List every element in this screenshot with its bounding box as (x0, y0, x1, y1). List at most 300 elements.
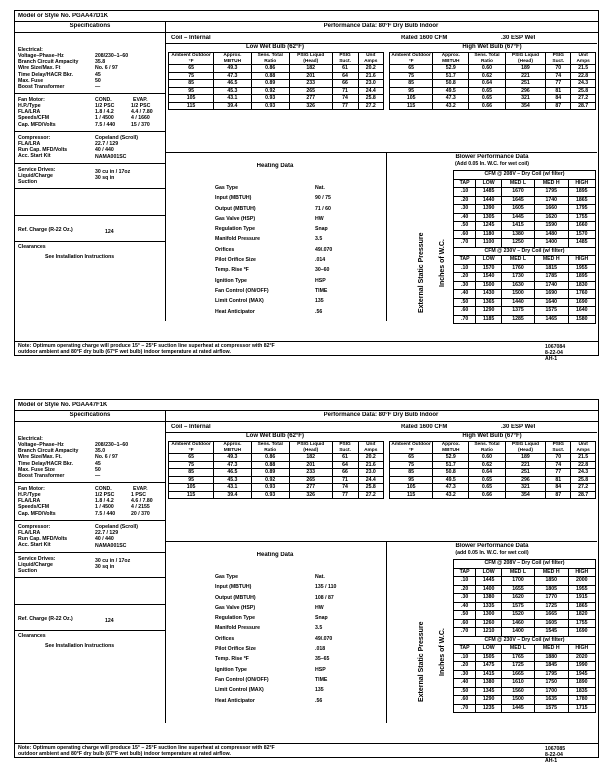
perf-low-col-header: Ambient Outdoor °F (169, 442, 214, 454)
table-cell: 43.1 (214, 484, 251, 492)
table-cell: 1665 (502, 670, 535, 679)
specifications-title: Specifications (69, 23, 111, 29)
perf-low-col-header: PSIG Suct. (332, 442, 358, 454)
model-number: PGAA47D1K (72, 13, 109, 19)
table-row (454, 196, 596, 205)
table-cell: 46.5 (214, 469, 251, 477)
fan-motor-title: Fan Motor: (18, 486, 45, 492)
table-row (454, 315, 596, 324)
table-cell: 1795 (534, 188, 568, 197)
table-cell: 251 (505, 469, 546, 477)
table-cell: 354 (505, 102, 546, 110)
table-cell: 50.8 (433, 469, 469, 477)
table-cell: .70 (454, 315, 476, 324)
table-cell: 354 (505, 491, 546, 499)
table-cell: 43.1 (214, 95, 251, 103)
table-cell: 70 (546, 65, 571, 73)
table-cell: .60 (454, 307, 476, 316)
table-cell: 105 (169, 95, 214, 103)
table-cell: 326 (289, 491, 332, 499)
table-cell: .70 (454, 628, 476, 637)
electrical-title: Electrical: (18, 47, 43, 53)
table-row (390, 80, 596, 88)
table-cell: .40 (454, 602, 476, 611)
blower-col-header: MED H (534, 568, 568, 577)
low-wet-bulb-title: Low Wet Bulb (62°F) (246, 433, 304, 439)
table-cell: 61 (332, 65, 358, 73)
blower-col-header: LOW (476, 179, 502, 188)
table-cell: 1345 (476, 687, 502, 696)
table-cell: 0.64 (469, 469, 505, 477)
table-cell: 21.6 (358, 72, 384, 80)
table-cell: 70 (546, 454, 571, 462)
table-cell: 77 (332, 491, 358, 499)
perf-high-col-header: Sens. Total Ratio (469, 53, 505, 65)
table-cell: 1770 (534, 594, 568, 603)
table-cell: 1620 (502, 594, 535, 603)
table-cell: 27.2 (571, 484, 596, 492)
blower-col-header: MED H (534, 256, 568, 265)
clearances-label: Clearances (18, 244, 46, 250)
table-cell: 43.2 (433, 102, 469, 110)
table-cell: 0.60 (469, 65, 505, 73)
table-cell: 1290 (476, 696, 502, 705)
blower-subtitle: (Add 0.05 In. W.C. for wet coil) (454, 161, 530, 167)
table-cell: 66 (332, 469, 358, 477)
table-cell: 1755 (568, 619, 595, 628)
table-row (169, 72, 384, 80)
table-cell: 0.92 (251, 476, 289, 484)
table-cell: 23.0 (358, 469, 384, 477)
blower-title: Blower Performance Data (455, 154, 529, 160)
table-cell: 81 (546, 87, 571, 95)
table-cell: 233 (289, 469, 332, 477)
perf-high-col-header: Ambient Outdoor °F (391, 53, 431, 64)
table-cell: 0.65 (469, 95, 505, 103)
table-row (169, 454, 384, 462)
table-row (390, 95, 596, 103)
table-cell: 1235 (476, 704, 502, 713)
table-cell: 1540 (476, 273, 502, 282)
table-cell: 24.3 (571, 469, 596, 477)
table-cell: 27.2 (358, 491, 384, 499)
table-cell: 1605 (502, 205, 535, 214)
perf-high-col-header: PSIG Suct. (546, 442, 571, 454)
table-row (390, 461, 596, 469)
table-cell: 52.9 (433, 454, 469, 462)
service-values: 30 cu in / 17oz 30 sq in (95, 558, 131, 571)
fan-cond-values: 1/2 PSC 1.8 / 4.2 1 / 4500 7.5 / 440 (95, 103, 116, 128)
table-row (454, 230, 596, 239)
table-cell: 74 (546, 72, 571, 80)
low-wet-bulb-title: Low Wet Bulb (62°F) (246, 44, 304, 50)
table-cell: 47.3 (433, 484, 469, 492)
table-row (390, 491, 596, 499)
table-cell: 221 (505, 461, 546, 469)
table-cell: 49.5 (433, 87, 469, 95)
table-row (169, 102, 384, 110)
table-cell: 22.8 (571, 72, 596, 80)
table-cell: 115 (169, 102, 214, 110)
compressor-values: Copeland (Scroll) 22.7 / 129 40 / 440 NAMA001SC (95, 524, 138, 549)
table-cell: 1390 (476, 205, 502, 214)
ref-charge-label: Ref. Charge (R-22 Oz.) (18, 227, 73, 233)
electrical-values: 208/230–1–60 35.8 No. 6 / 97 45 50 — (95, 53, 129, 91)
table-cell: 1785 (534, 273, 568, 282)
table-cell: 1700 (502, 577, 535, 586)
table-cell: 85 (390, 469, 433, 477)
table-cell: 20.2 (358, 65, 384, 73)
coil-type: Coil – Internal (171, 35, 211, 41)
table-cell: 0.89 (251, 469, 289, 477)
perf-high-col-header: Approx. MBTUH (433, 53, 469, 65)
table-cell: 1485 (476, 188, 502, 197)
table-cell: 0.92 (251, 87, 289, 95)
perf-high-col-header: Unit Amps (571, 442, 596, 454)
blower-col-header: TAP (454, 645, 476, 654)
table-cell: 1990 (568, 662, 595, 671)
table-cell: 1610 (502, 679, 535, 688)
table-cell: 105 (390, 95, 433, 103)
table-cell: 1765 (502, 653, 535, 662)
perf-low-col-header: Sens. Total Ratio (251, 442, 289, 454)
table-row (169, 491, 384, 499)
rated-cfm: Rated 1600 CFM (401, 35, 448, 41)
table-cell: .70 (454, 239, 476, 248)
blower-col-header: HIGH (568, 568, 595, 577)
blower-subtitle: (add 0.05 In. W.C. for wet coil) (455, 550, 529, 556)
table-row (169, 476, 384, 484)
external-static-pressure-label: External Static Pressure (418, 232, 425, 313)
table-cell: 95 (390, 476, 433, 484)
heating-data-title: Heating Data (256, 552, 294, 558)
table-row (390, 454, 596, 462)
table-cell: 77 (546, 80, 571, 88)
table-cell: 39.4 (214, 491, 251, 499)
table-cell: 84 (546, 95, 571, 103)
table-cell: .10 (454, 188, 476, 197)
fan-labels: H.P./Type FLA/LRA Speeds/CFM Cap. MFD/Volts (18, 492, 56, 517)
table-cell: 27.2 (358, 102, 384, 110)
external-static-pressure-label: External Static Pressure (418, 621, 425, 702)
perf-low-col-header: Approx. MBTUH (214, 442, 251, 454)
table-cell: 75 (390, 72, 433, 80)
document-stamp: 1067084 8-22-04 AH-1 (545, 344, 566, 363)
table-row (454, 577, 596, 586)
heating-values: Nat. 90 / 75 71 / 60 HW Snap 3.5 49/.070 .014 30–60 HSP TIME 135 .56 (315, 185, 333, 315)
table-cell: .50 (454, 298, 476, 307)
table-cell: .10 (454, 264, 476, 273)
performance-title: Performance Data: 80°F Dry Bulb Indoor (323, 412, 439, 418)
table-cell: 0.86 (251, 454, 289, 462)
performance-table-low (168, 52, 384, 110)
table-cell: 0.65 (469, 476, 505, 484)
table-cell: 1690 (534, 290, 568, 299)
fan-evap-values: 1 PSC 4.6 / 7.80 4 / 2155 20 / 370 (131, 492, 153, 517)
table-cell: 1760 (502, 264, 535, 273)
table-cell: .60 (454, 230, 476, 239)
fan-cond-header: COND. (95, 486, 112, 492)
table-cell: 1575 (502, 602, 535, 611)
table-cell: 85 (169, 469, 214, 477)
table-cell: 1400 (502, 628, 535, 637)
table-cell: 1580 (568, 315, 595, 324)
table-row (454, 687, 596, 696)
table-row (454, 188, 596, 197)
table-cell: .30 (454, 594, 476, 603)
table-row (454, 273, 596, 282)
blower-col-header: LOW (476, 645, 502, 654)
inches-wc-label: Inches of W.C. (439, 628, 446, 676)
table-cell: 1500 (476, 281, 502, 290)
table-cell: 1485 (568, 239, 595, 248)
table-cell: 201 (289, 461, 332, 469)
fan-cond-values: 1/2 PSC 1.8 / 4.2 1 / 4500 7.5 / 440 (95, 492, 116, 517)
table-cell: 64 (332, 72, 358, 80)
table-cell: .40 (454, 679, 476, 688)
blower-col-header: LOW (476, 568, 502, 577)
table-cell: 1645 (502, 196, 535, 205)
table-cell: .40 (454, 213, 476, 222)
table-cell: 74 (332, 484, 358, 492)
table-cell: 87 (546, 491, 571, 499)
table-cell: 1880 (534, 653, 568, 662)
table-cell: 1250 (502, 239, 535, 248)
table-cell: 1845 (534, 662, 568, 671)
table-cell: 1245 (476, 222, 502, 231)
blower-col-header: MED H (534, 645, 568, 654)
high-wet-bulb-title: High Wet Bulb (67°F) (462, 433, 522, 439)
table-cell: 1865 (568, 196, 595, 205)
table-row (169, 87, 384, 95)
table-cell: 1815 (534, 264, 568, 273)
table-cell: 1725 (534, 602, 568, 611)
table-cell: 0.93 (251, 491, 289, 499)
table-cell: 1740 (534, 196, 568, 205)
blower-col-header: MED H (534, 179, 568, 188)
table-cell: 21.6 (358, 461, 384, 469)
table-cell: 71 (332, 476, 358, 484)
blower-title: Blower Performance Data (455, 543, 529, 549)
document-stamp: 1067085 8-22-04 AH-1 (545, 746, 566, 765)
table-cell: 95 (169, 476, 214, 484)
table-cell: 251 (505, 80, 546, 88)
table-cell: .60 (454, 619, 476, 628)
perf-high-col-header: PSIG Liquid (Head) (505, 53, 546, 65)
perf-high-col-header: Ambient Outdoor °F (391, 442, 431, 453)
table-cell: .60 (454, 696, 476, 705)
table-cell: 61 (332, 454, 358, 462)
table-cell: 2000 (568, 577, 595, 586)
table-row (454, 205, 596, 214)
table-cell: 84 (546, 484, 571, 492)
table-row (454, 662, 596, 671)
table-cell: 1730 (502, 273, 535, 282)
table-cell: 21.5 (571, 454, 596, 462)
table-cell: 1780 (568, 696, 595, 705)
table-cell: 1300 (476, 611, 502, 620)
table-cell: 265 (289, 476, 332, 484)
table-cell: .50 (454, 222, 476, 231)
table-cell: 64 (332, 461, 358, 469)
table-cell: 1380 (476, 594, 502, 603)
table-cell: 1180 (476, 230, 502, 239)
table-cell: 1400 (534, 239, 568, 248)
table-cell: 74 (332, 95, 358, 103)
table-row (454, 213, 596, 222)
table-cell: 25.8 (358, 95, 384, 103)
table-cell: 0.62 (469, 72, 505, 80)
performance-table-high (389, 52, 596, 110)
fan-evap-values: 1/2 PSC 4.4 / 7.80 4 / 1660 15 / 370 (131, 103, 153, 128)
table-row (454, 281, 596, 290)
table-cell: 24.4 (358, 476, 384, 484)
table-cell: 0.89 (251, 80, 289, 88)
table-cell: 1440 (476, 196, 502, 205)
table-cell: 21.5 (571, 65, 596, 73)
table-cell: .30 (454, 205, 476, 214)
table-cell: 115 (390, 102, 433, 110)
table-cell: 77 (332, 102, 358, 110)
table-cell: 1750 (534, 679, 568, 688)
table-cell: 1850 (534, 577, 568, 586)
table-cell: 1440 (502, 298, 535, 307)
table-cell: 24.4 (358, 87, 384, 95)
table-row (390, 65, 596, 73)
table-cell: 28.7 (571, 491, 596, 499)
table-cell: 182 (289, 454, 332, 462)
clearances-value: See Installation Instructions (45, 643, 115, 649)
table-cell: 81 (546, 476, 571, 484)
table-cell: 45.3 (214, 476, 251, 484)
table-row (454, 264, 596, 273)
table-cell: 1890 (568, 679, 595, 688)
fan-labels: H.P./Type FLA/LRA Speeds/CFM Cap. MFD/Volts (18, 103, 56, 128)
ref-charge-value: 124 (105, 229, 114, 235)
table-cell: 65 (169, 65, 214, 73)
table-cell: 95 (390, 87, 433, 95)
table-cell: .20 (454, 662, 476, 671)
table-cell: 1640 (568, 307, 595, 316)
table-cell: 47.3 (214, 461, 251, 469)
table-cell: 65 (169, 454, 214, 462)
table-cell: 105 (390, 484, 433, 492)
table-cell: 25.8 (358, 484, 384, 492)
electrical-labels: Voltage–Phase–Hz Branch Circuit Ampacity Wire Size/Max. Ft Time Delay/HACR Bkr. Max. Fuse Boost Transformer (18, 53, 79, 91)
table-cell: 51.7 (433, 72, 469, 80)
table-cell: 1100 (476, 239, 502, 248)
table-row (454, 222, 596, 231)
table-row (454, 653, 596, 662)
table-cell: 1465 (534, 315, 568, 324)
table-cell: 1945 (568, 670, 595, 679)
service-labels: Liquid/Charge Suction (18, 562, 53, 575)
perf-low-col-header: PSIG Liquid (Head) (289, 53, 332, 65)
table-cell: 52.9 (433, 65, 469, 73)
table-cell: 85 (169, 80, 214, 88)
service-values: 30 cu in / 17oz 30 sq in (95, 169, 131, 182)
spec-sheet-2 (14, 399, 599, 765)
table-cell: 39.4 (214, 102, 251, 110)
table-cell: 0.86 (251, 65, 289, 73)
table-row (454, 628, 596, 637)
table-cell: 1210 (476, 628, 502, 637)
table-cell: 115 (390, 491, 433, 499)
table-cell: .50 (454, 611, 476, 620)
table-cell: 46.5 (214, 80, 251, 88)
table-cell: 74 (546, 461, 571, 469)
table-cell: 1475 (476, 662, 502, 671)
table-cell: 1590 (534, 222, 568, 231)
table-cell: 45.3 (214, 87, 251, 95)
ref-charge-value: 124 (105, 618, 114, 624)
table-cell: 65 (390, 65, 433, 73)
table-cell: 0.88 (251, 72, 289, 80)
service-drives-title: Service Drives: (18, 167, 56, 173)
heating-labels: Gas Type Input (MBTUH) Output (MBTUH) Gas Valve (HSP) Regulation Type Manifold Pressure Orifices Pilot Orifice Size Temp. Rise ºF Ignition Type Fan Control (ON/OFF) Limit Control (MAX) Heat Anticipator (215, 185, 269, 315)
table-cell: 0.88 (251, 461, 289, 469)
table-cell: 1715 (568, 704, 595, 713)
table-cell: 0.66 (469, 491, 505, 499)
table-cell: 326 (289, 102, 332, 110)
table-row (454, 611, 596, 620)
perf-low-col-header: Ambient Outdoor °F (169, 53, 214, 65)
blower-col-header: MED L (502, 645, 535, 654)
table-cell: 51.7 (433, 461, 469, 469)
table-row (169, 80, 384, 88)
inches-wc-label: Inches of W.C. (439, 239, 446, 287)
table-cell: 233 (289, 80, 332, 88)
table-cell: 25.8 (571, 476, 596, 484)
table-cell: 77 (546, 469, 571, 477)
perf-low-col-header: Unit Amps (358, 442, 384, 454)
table-cell: 189 (505, 65, 546, 73)
table-cell: 1805 (534, 585, 568, 594)
clearances-value: See Installation Instructions (45, 254, 115, 260)
table-cell: 22.8 (571, 461, 596, 469)
perf-low-col-header: Approx. MBTUH (214, 53, 251, 65)
table-cell: .40 (454, 290, 476, 299)
table-cell: 20.2 (358, 454, 384, 462)
table-row (390, 469, 596, 477)
table-cell: 1575 (534, 704, 568, 713)
compressor-values: Copeland (Scroll) 22.7 / 129 40 / 440 NAMA001SC (95, 135, 138, 160)
table-cell: 1955 (568, 585, 595, 594)
table-row (454, 704, 596, 713)
heating-values: Nat. 135 / 110 108 / 87 HW Snap 3.5 49/.070 .018 35–65 HSP TIME 135 .56 (315, 574, 337, 704)
table-cell: 25.8 (571, 87, 596, 95)
table-cell: 1640 (534, 298, 568, 307)
table-cell: 277 (289, 484, 332, 492)
blower-col-header: MED L (502, 256, 535, 265)
table-cell: 1445 (502, 704, 535, 713)
table-cell: 1500 (502, 696, 535, 705)
table-cell: 1830 (568, 281, 595, 290)
table-cell: 1665 (534, 611, 568, 620)
table-cell: 189 (505, 454, 546, 462)
table-cell: 1380 (502, 230, 535, 239)
fan-evap-header: EVAP. (133, 97, 148, 103)
rated-cfm: Rated 1600 CFM (401, 424, 448, 430)
footnote: Note: Optimum operating charge will produce 15° – 25°F suction line superheat at compressor with 82°F outdoor ambient and 80°F dry bulb (67°F wet bulb) indoor temperature at rated airflow. (18, 745, 275, 758)
blower-col-header: HIGH (568, 256, 595, 265)
table-cell: 47.3 (214, 72, 251, 80)
esp-wet: .30 ESP Wet (501, 35, 536, 41)
table-row (454, 619, 596, 628)
table-cell: 0.60 (469, 454, 505, 462)
table-row (169, 95, 384, 103)
spec-sheet-1 (14, 10, 599, 363)
